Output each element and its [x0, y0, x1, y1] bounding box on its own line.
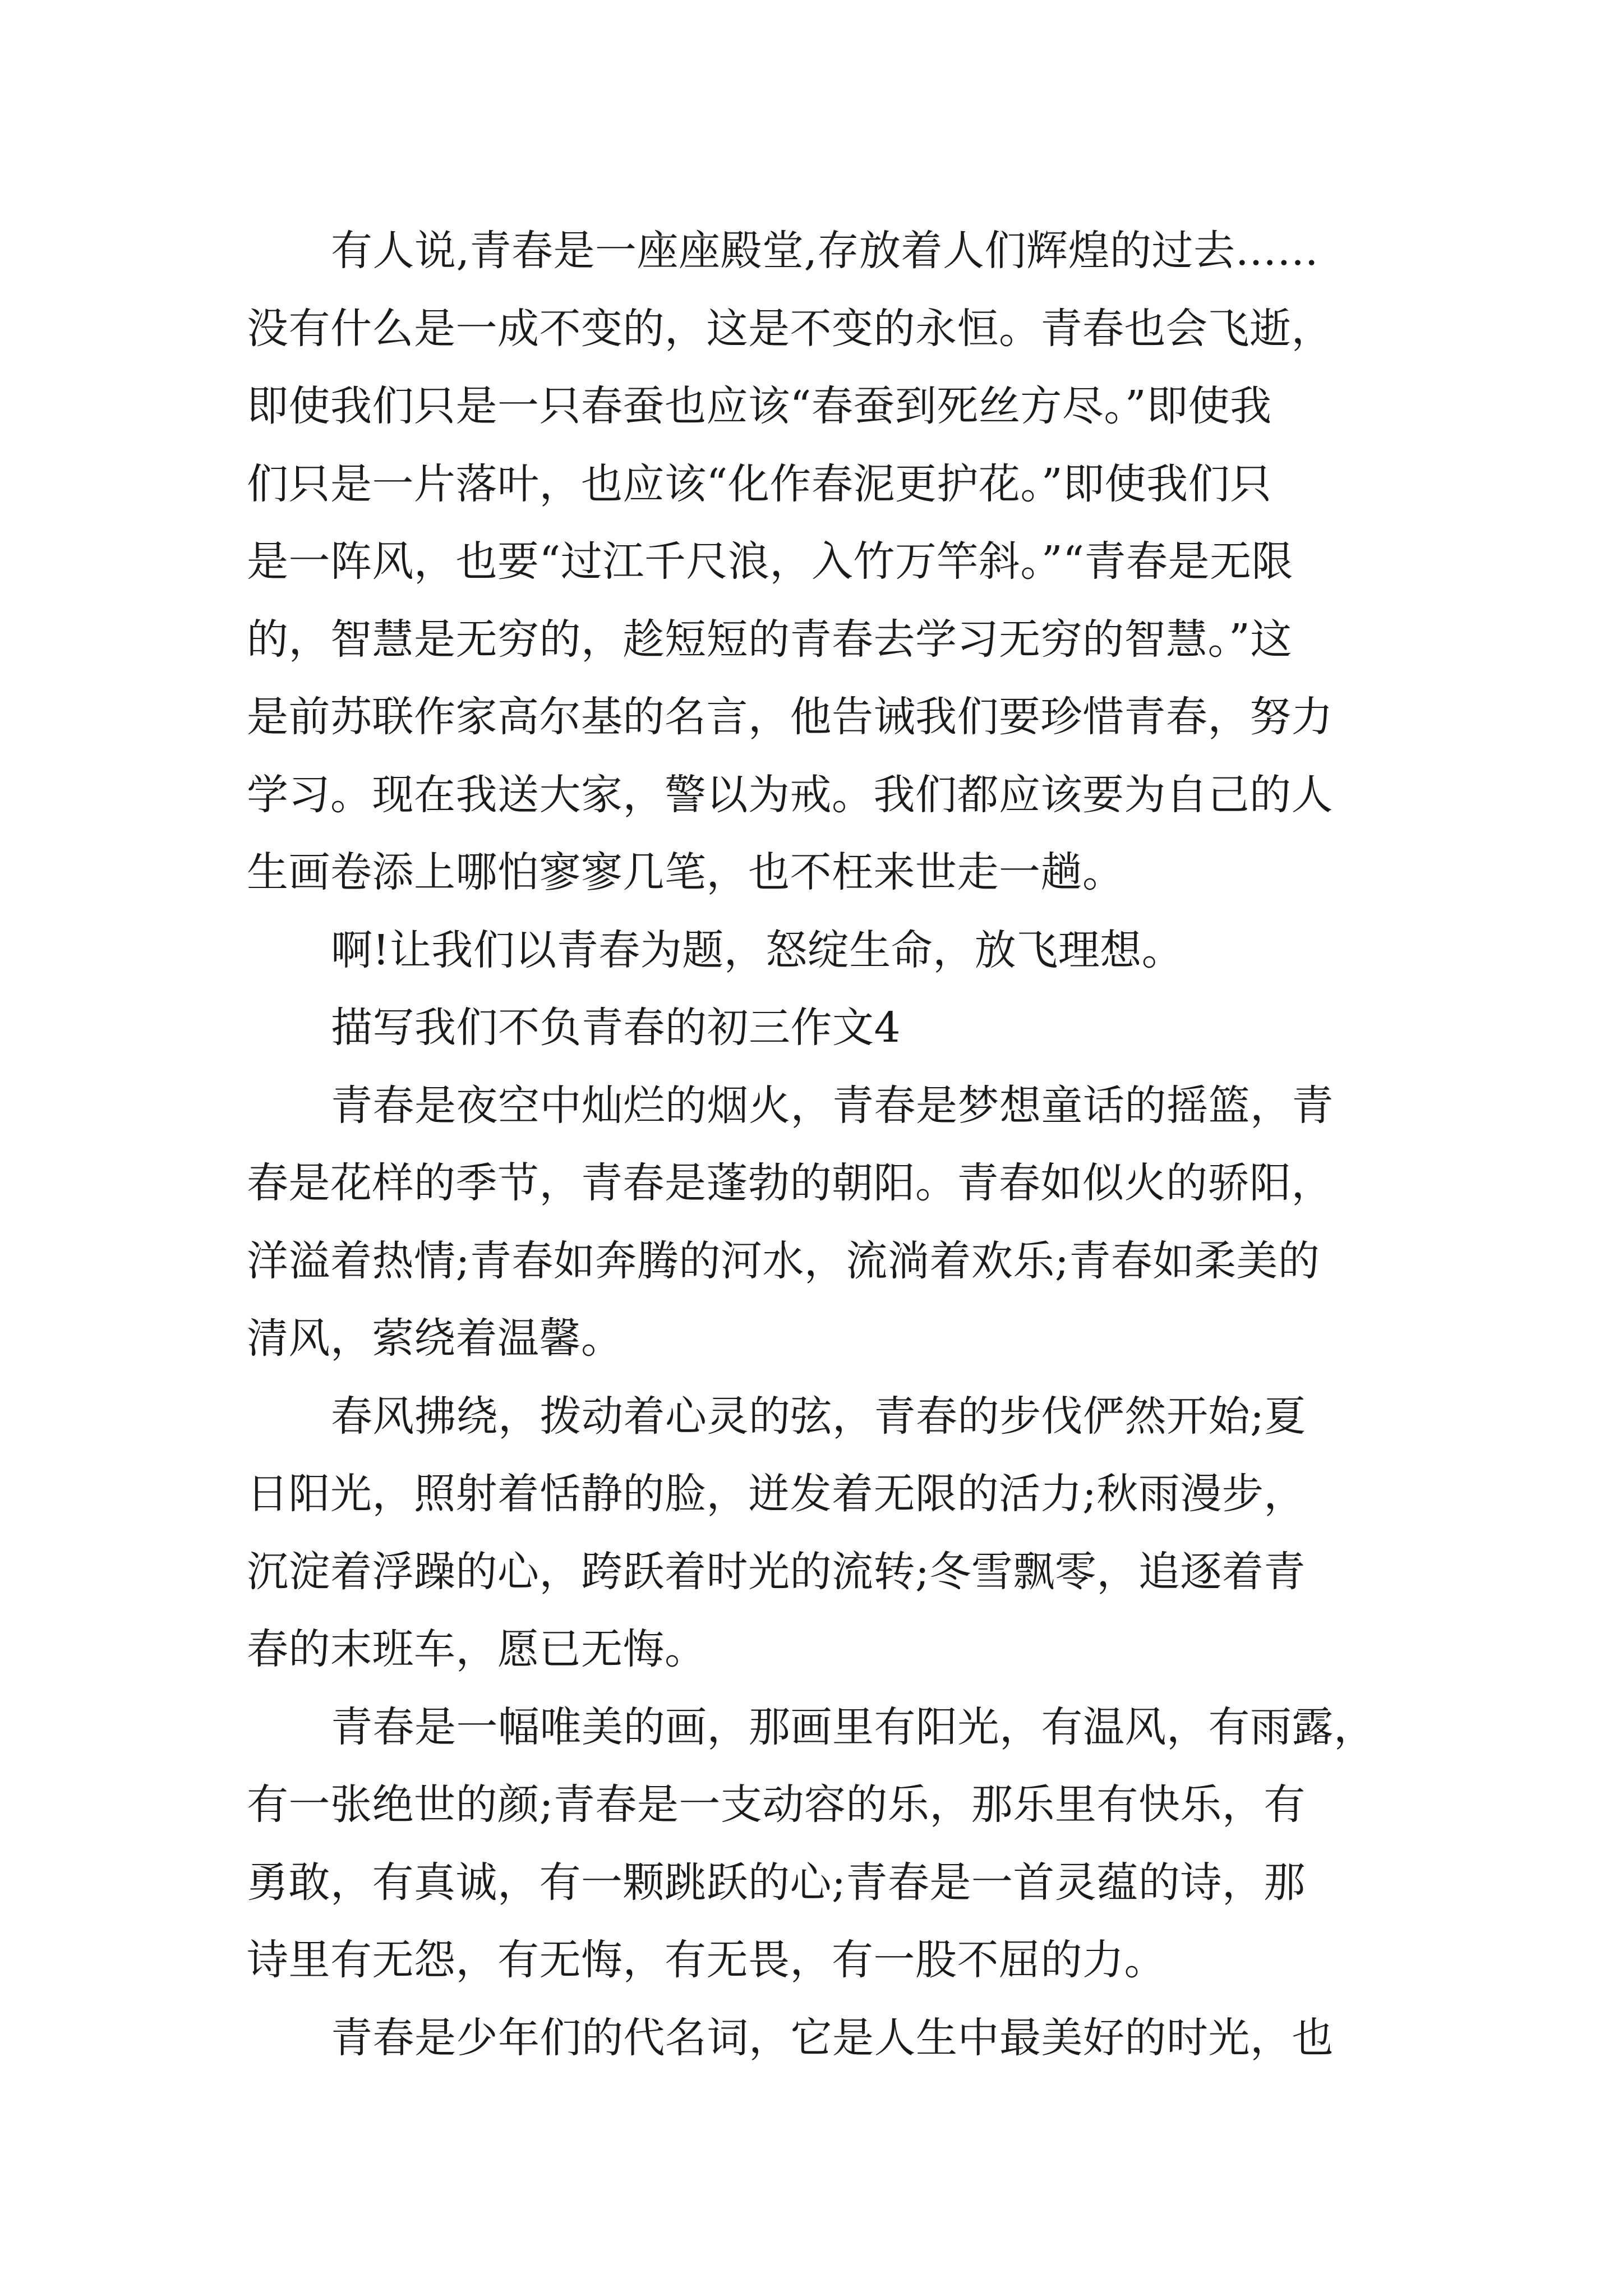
text-line: 洋溢着热情;青春如奔腾的河水，流淌着欢乐;青春如柔美的 [247, 1236, 1320, 1285]
text-line: 是一阵风，也要“过江千尺浪，入竹万竿斜。”“青春是无限 [247, 537, 1293, 586]
text-line: 春风拂绕，拨动着心灵的弦，青春的步伐俨然开始;夏 [331, 1392, 1306, 1441]
text-line: 没有什么是一成不变的，这是不变的永恒。青春也会飞逝， [247, 304, 1333, 353]
text-line: 有一张绝世的颜;青春是一支动容的乐，那乐里有快乐，有 [247, 1780, 1306, 1829]
text-line: 诗里有无怨，有无悔，有无畏，有一股不屈的力。 [247, 1936, 1166, 1984]
text-line: 清风，萦绕着温馨。 [247, 1314, 623, 1363]
text-line: 青春是少年们的代名词，它是人生中最美好的时光，也 [331, 2013, 1334, 2062]
text-line: 即使我们只是一只春蚕也应该“春蚕到死丝方尽。”即使我 [247, 382, 1272, 430]
text-line: 勇敢，有真诚，有一颗跳跃的心;青春是一首灵蕴的诗，那 [247, 1858, 1306, 1907]
text-line: 啊!让我们以青春为题，怒绽生命，放飞理想。 [331, 926, 1184, 974]
text-line: 沉淀着浮躁的心，跨跃着时光的流转;冬雪飘零，追逐着青 [247, 1547, 1306, 1596]
text-line: 春是花样的季节，青春是蓬勃的朝阳。青春如似火的骄阳， [247, 1159, 1333, 1207]
text-line: 日阳光，照射着恬静的脸，迸发着无限的活力;秋雨漫步， [247, 1470, 1306, 1518]
text-line: 青春是一幅唯美的画，那画里有阳光，有温风，有雨露， [331, 1703, 1376, 1751]
text-line: 的，智慧是无穷的，趁短短的青春去学习无穷的智慧。”这 [247, 615, 1292, 664]
text-line: 生画卷添上哪怕寥寥几笔，也不枉来世走一趟。 [247, 848, 1124, 896]
text-line: 有人说,青春是一座座殿堂,存放着人们辉煌的过去…… [331, 227, 1319, 275]
text-line: 春的末班车，愿已无悔。 [247, 1625, 707, 1673]
text-line: 是前苏联作家高尔基的名言，他告诫我们要珍惜青春，努力 [247, 693, 1333, 741]
text-line: 青春是夜空中灿烂的烟火，青春是梦想童话的摇篮，青 [331, 1081, 1334, 1130]
essay-text [247, 212, 1413, 2077]
text-line: 学习。现在我送大家，警以为戒。我们都应该要为自己的人 [247, 770, 1333, 819]
essay-heading: 描写我们不负青春的初三作文4 [331, 1004, 901, 1052]
text-line: 们只是一片落叶，也应该“化作春泥更护花。”即使我们只 [247, 459, 1272, 508]
